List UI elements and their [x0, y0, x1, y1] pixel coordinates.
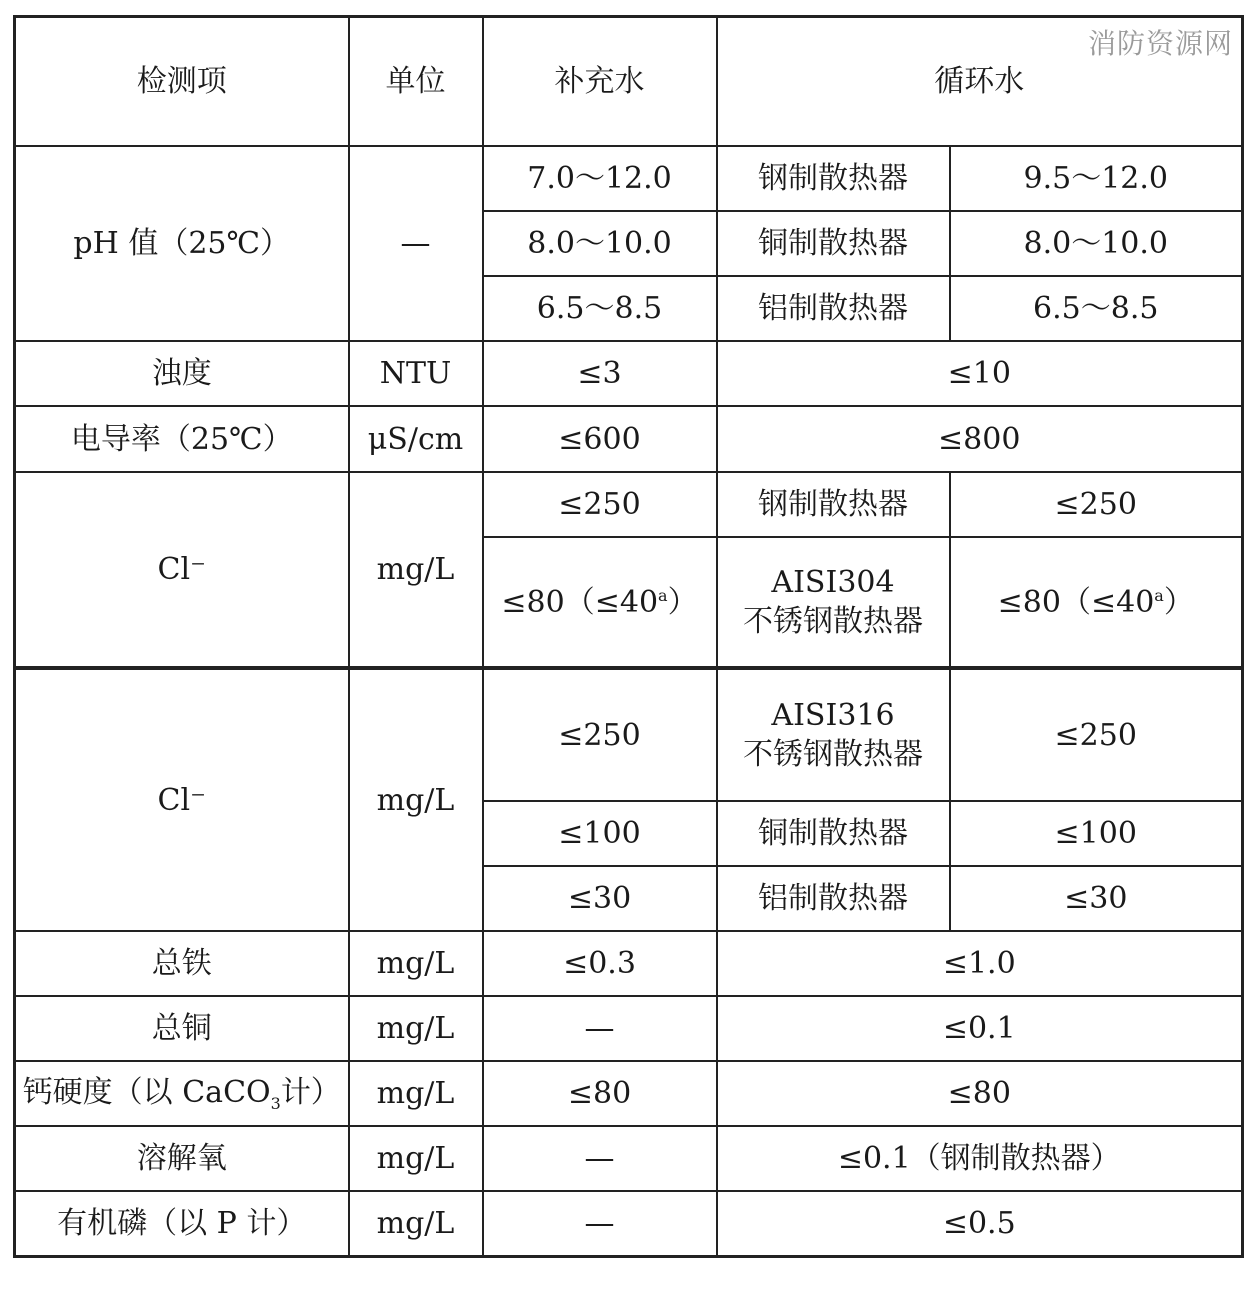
conductivity-unit: μS/cm	[349, 406, 483, 472]
ph-type-3: 铝制散热器	[717, 276, 950, 341]
chloride-circ-1: ≤250	[950, 472, 1243, 537]
calcium-unit: mg/L	[349, 1061, 483, 1126]
watermark: 消防资源网	[1087, 27, 1233, 60]
chloride-type-5: 铝制散热器	[717, 866, 950, 931]
water-quality-table	[13, 15, 1244, 1258]
chloride-continued-unit: mg/L	[349, 668, 483, 931]
table-row	[15, 996, 1243, 1061]
chloride-makeup-5: ≤30	[483, 866, 717, 931]
header-item: 检测项	[15, 17, 349, 147]
calcium-makeup: ≤80	[483, 1061, 717, 1126]
turbidity-circ: ≤10	[717, 341, 1243, 406]
table-row	[15, 341, 1243, 406]
conductivity-item: 电导率（25℃）	[15, 406, 349, 472]
turbidity-item: 浊度	[15, 341, 349, 406]
conductivity-makeup: ≤600	[483, 406, 717, 472]
phosphorus-circ: ≤0.5	[717, 1191, 1243, 1257]
header-unit: 单位	[349, 17, 483, 147]
table-row	[15, 931, 1243, 996]
ph-unit: —	[349, 146, 483, 341]
iron-item: 总铁	[15, 931, 349, 996]
chloride-continued-item: Cl⁻	[15, 668, 349, 931]
table-row	[15, 668, 1243, 801]
chloride-makeup-2: $\le 80(\le 40^a)$	[483, 537, 717, 668]
turbidity-unit: NTU	[349, 341, 483, 406]
ph-item: pH 值（25℃）	[15, 146, 349, 341]
ph-circ-2: 8.0～10.0	[950, 211, 1243, 276]
chloride-makeup-3: ≤250	[483, 668, 717, 801]
ph-makeup-1: 7.0～12.0	[483, 146, 717, 211]
chloride-type-4: 铜制散热器	[717, 801, 950, 866]
ph-makeup-2: 8.0～10.0	[483, 211, 717, 276]
iron-circ: ≤1.0	[717, 931, 1243, 996]
chloride-circ-2: $\le 80(\le 40^a)$	[950, 537, 1243, 668]
table-row	[15, 1061, 1243, 1126]
ph-makeup-3: 6.5～8.5	[483, 276, 717, 341]
table-header-row	[15, 17, 1243, 147]
oxygen-item: 溶解氧	[15, 1126, 349, 1191]
header-makeup: 补充水	[483, 17, 717, 147]
chloride-makeup-4: ≤100	[483, 801, 717, 866]
copper-makeup: —	[483, 996, 717, 1061]
copper-circ: ≤0.1	[717, 996, 1243, 1061]
iron-makeup: ≤0.3	[483, 931, 717, 996]
table-row	[15, 146, 1243, 211]
copper-item: 总铜	[15, 996, 349, 1061]
chloride-makeup-1: ≤250	[483, 472, 717, 537]
phosphorus-makeup: —	[483, 1191, 717, 1257]
oxygen-makeup: —	[483, 1126, 717, 1191]
table-row	[15, 472, 1243, 537]
conductivity-circ: ≤800	[717, 406, 1243, 472]
calcium-circ: ≤80	[717, 1061, 1243, 1126]
ph-type-2: 铜制散热器	[717, 211, 950, 276]
iron-unit: mg/L	[349, 931, 483, 996]
phosphorus-item: 有机磷（以 P 计）	[15, 1191, 349, 1257]
chloride-type-2: AISI304 不锈钢散热器	[717, 537, 950, 668]
chloride-circ-5: ≤30	[950, 866, 1243, 931]
calcium-item: 钙硬度（以 CaCO$_3$计）	[15, 1061, 349, 1126]
chloride-type-1: 钢制散热器	[717, 472, 950, 537]
turbidity-makeup: ≤3	[483, 341, 717, 406]
ph-type-1: 钢制散热器	[717, 146, 950, 211]
phosphorus-unit: mg/L	[349, 1191, 483, 1257]
ph-circ-3: 6.5～8.5	[950, 276, 1243, 341]
chloride-circ-3: ≤250	[950, 668, 1243, 801]
table-row	[15, 1191, 1243, 1257]
chloride-item: Cl⁻	[15, 472, 349, 668]
chloride-type-3: AISI316 不锈钢散热器	[717, 668, 950, 801]
chloride-circ-4: ≤100	[950, 801, 1243, 866]
copper-unit: mg/L	[349, 996, 483, 1061]
oxygen-unit: mg/L	[349, 1126, 483, 1191]
table-row	[15, 406, 1243, 472]
chloride-unit: mg/L	[349, 472, 483, 668]
oxygen-circ: ≤0.1（钢制散热器）	[717, 1126, 1243, 1191]
ph-circ-1: 9.5～12.0	[950, 146, 1243, 211]
header-circulating: 循环水	[717, 17, 1243, 147]
table-row	[15, 1126, 1243, 1191]
